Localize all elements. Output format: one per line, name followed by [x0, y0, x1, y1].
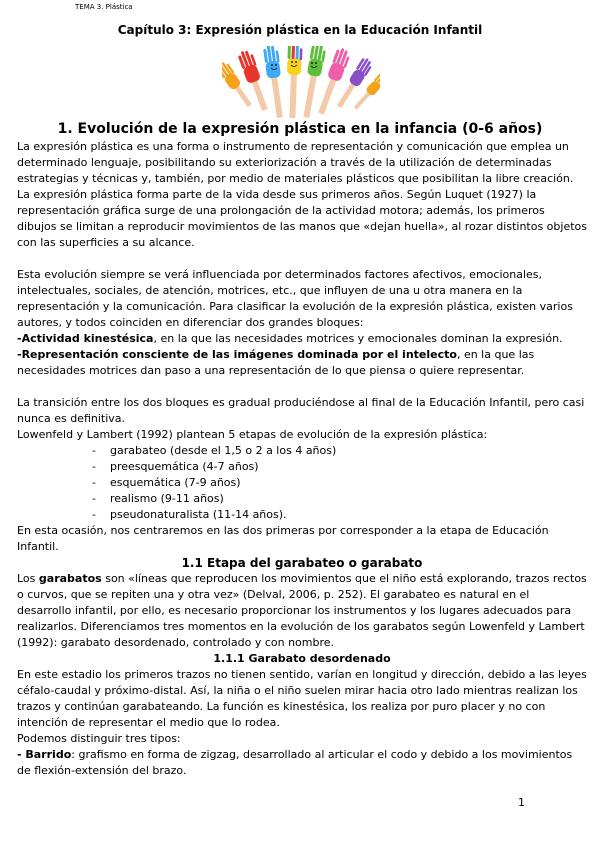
list-item: - garabateo (desde el 1,5 o 2 a los 4 años): [17, 443, 587, 459]
garabatos-pre: Los: [17, 572, 39, 585]
transition-paragraph: La transición entre los dos bloques es gradual produciéndose al final de la Educación Infantil, pero casi nunca es definitiva.: [17, 396, 585, 425]
focus-paragraph: En esta ocasión, nos centraremos en las dos primeras por corresponder a la etapa de Educación Infantil.: [17, 524, 549, 553]
header-tag: TEMA 3. Plástica: [75, 3, 133, 11]
barrido-term: - Barrido: [17, 748, 72, 761]
garabatos-paragraph: [17, 571, 587, 651]
chapter-title: Capítulo 3: Expresión plástica en la Educación Infantil: [117, 23, 483, 37]
list-item: - preesquemática (4-7 años): [17, 459, 587, 475]
list-item: - pseudonaturalista (11-14 años).: [17, 507, 587, 523]
block-conscious: [17, 347, 587, 379]
block-kinesthetic-desc: , en la que las necesidades motrices y emocionales dominan la expresión.: [153, 332, 563, 345]
types-intro: Podemos distinguir tres tipos:: [17, 732, 181, 745]
block-kinesthetic-term: -Actividad kinestésica: [17, 332, 154, 345]
desordenado-paragraph: En este estadio los primeros trazos no tienen sentido, varían en longitud y dirección, debido a las leyes céfalo-caudal y próximo-distal. Así, la niña o el niño suelen mirar hacia otro lado mientras realizan los trazos y continúan garabateando. La función es kinestésica, los realiza por puro placer y no con intención de representar el medio que lo rodea.: [17, 668, 587, 729]
block-kinesthetic: [17, 331, 587, 347]
painted-hands-image: [222, 46, 380, 118]
section-title: 1. Evolución de la expresión plástica en la infancia (0-6 años): [57, 121, 543, 137]
garabatos-desc: son «líneas que reproducen los movimientos que el niño está explorando, trazos rectos o curvos, que se repiten una y otra vez» (Delval, 2006, p. 252). El garabateo es natural en el desarrollo infantil, por ello, es necesario proporcionar los instrumentos y los lugares adecuados para realizarlos. Diferenciamos tres momentos en la evolución de los garabatos según Lowenfeld y Lambert (1992): garabato desordenado, controlado y con nombre.: [17, 572, 587, 649]
list-item: - realismo (9-11 años): [17, 491, 587, 507]
barrido-desc: : grafismo en forma de zigzag, desarrollado al articular el codo y debido a los movimientos de flexión-extensión del brazo.: [17, 748, 573, 777]
garabatos-term: garabatos: [38, 572, 102, 585]
barrido-paragraph: [17, 747, 587, 779]
stages-intro: Lowenfeld y Lambert (1992) plantean 5 etapas de evolución de la expresión plástica:: [17, 428, 488, 441]
document-body: [17, 139, 587, 779]
subsubsection-heading: 1.1.1 Garabato desordenado: [213, 652, 391, 665]
page-number: 1: [518, 796, 525, 809]
stages-list: [17, 443, 587, 523]
evolution-paragraph: Esta evolución siempre se verá influenciada por determinados factores afectivos, emocionales, intelectuales, sociales, de atención, motrices, etc., que influyen de una u otra manera en la representación y la comunicación. Para clasificar la evolución de la expresión plástica, existen varios autores, y todos coinciden en diferenciar dos grandes bloques:: [17, 268, 573, 329]
list-item: - esquemática (7-9 años): [17, 475, 587, 491]
intro-paragraph: La expresión plástica es una forma o instrumento de representación y comunicación que emplea un determinado lenguaje, posibilitando su exteriorización a través de la utilización de determinadas estrategias y técnicas y, también, por medio de materiales plásticos que posibilitan la libre creación. La expresión plástica forma parte de la vida desde sus primeros años. Según Luquet (1927) la representación gráfica surge de una prolongación de la actividad motora; además, los primeros dibujos se limitan a reproducir movimientos de las manos que «dejan huella», al rozar distintos objetos con las superficies a su alcance.: [17, 140, 587, 249]
block-conscious-desc: , en la que las necesidades motrices dan paso a una representación de lo que piensa o quiere representar.: [17, 348, 535, 377]
subsection-heading: 1.1 Etapa del garabateo o garabato: [181, 556, 423, 570]
block-conscious-term: -Representación consciente de las imágenes dominada por el intelecto: [17, 348, 457, 361]
